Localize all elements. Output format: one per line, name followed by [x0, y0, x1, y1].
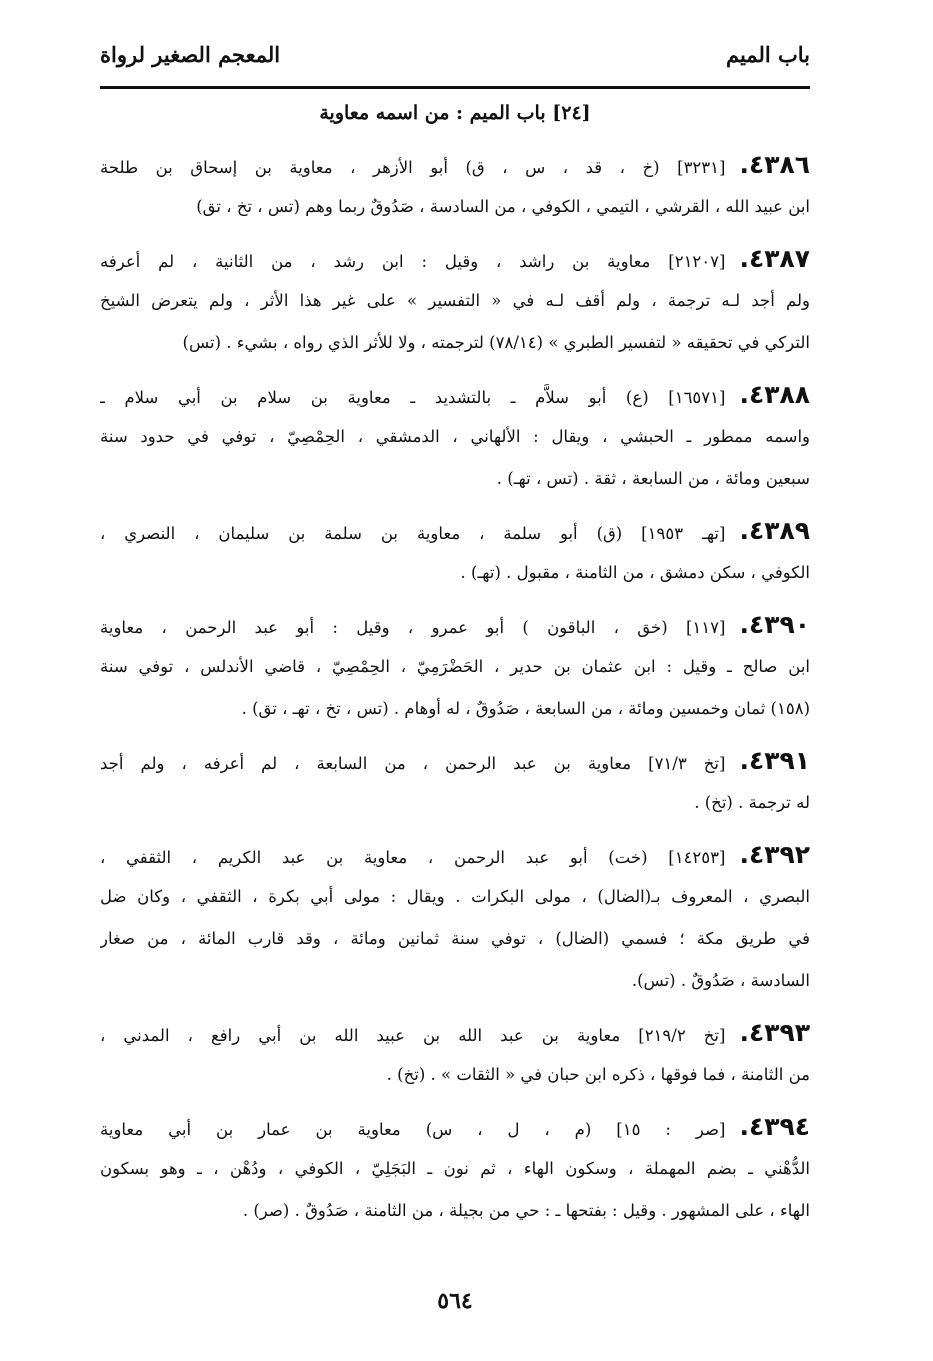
- entry-line: [100, 458, 810, 500]
- book-title: المعجم الصغير لرواة: [100, 42, 281, 67]
- entry: [100, 1012, 810, 1096]
- entry: [100, 1106, 810, 1232]
- entry-line: [100, 416, 810, 458]
- entry-line: [100, 646, 810, 688]
- entry-line: [100, 510, 810, 552]
- entry: [100, 238, 810, 364]
- entry-text: ابن صالح ـ وقيل : ابن عثمان بن حدير ، الحَضْرَمِيّ ، الحِمْصِيّ ، قاضي الأندلس ، توفي سنة: [100, 657, 810, 676]
- entry: [100, 144, 810, 228]
- entry-number: ٤٣٩٠.: [739, 610, 810, 639]
- entry-text: ابن عبيد الله ، القرشي ، التيمي ، الكوفي ، من السادسة ، صَدُوقٌ ربما وهم (تس ، تخ ، تق): [196, 197, 810, 216]
- entry-text: له ترجمة . (تخ) .: [694, 793, 810, 812]
- page-number: ٥٦٤: [437, 1288, 473, 1314]
- entry: [100, 510, 810, 594]
- entry-number: ٤٣٨٦.: [739, 150, 810, 179]
- entry-line: [100, 1148, 810, 1190]
- entry-line: [100, 280, 810, 322]
- entry-line: [100, 834, 810, 876]
- chapter-title: باب الميم: [725, 42, 810, 67]
- running-header: [100, 42, 810, 82]
- entry-text: سبعين ومائة ، من السابعة ، ثقة . (تس ، تهـ) .: [496, 469, 810, 488]
- entry: [100, 834, 810, 1002]
- entry-number: ٤٣٨٩.: [739, 516, 810, 545]
- entry-text: السادسة ، صَدُوقٌ . (تس).: [631, 971, 810, 990]
- entry-number: ٤٣٨٧.: [739, 244, 810, 273]
- entry-text: [تخ ٧١/٣] معاوية بن عبد الرحمن ، من السابعة ، لم أعرفه ، ولم أجد: [100, 754, 726, 773]
- entry: [100, 740, 810, 824]
- entry-line: [100, 1190, 810, 1232]
- entry-number: ٤٣٩١.: [739, 746, 810, 775]
- entry-line: [100, 238, 810, 280]
- entry-text: الدُّهْني ـ بضم المهملة ، وسكون الهاء ، ثم نون ـ البَجَلِيّ ، الكوفي ، ودُهْن ، ـ وهو بسكون: [100, 1159, 810, 1178]
- entry-text: من الثامنة ، فما فوقها ، ذكره ابن حبان في « الثقات » . (تخ) .: [386, 1065, 810, 1084]
- entry-line: [100, 1012, 810, 1054]
- entry-line: [100, 740, 810, 782]
- entry-text: الهاء ، على المشهور . وقيل : بفتحها ـ : حي من بجيلة ، من الثامنة ، صَدُوقٌ . (صر) .: [242, 1201, 810, 1220]
- section-title: [٢٤] باب الميم : من اسمه معاوية: [319, 102, 591, 124]
- entry-text: التركي في تحقيقه « لتفسير الطبري » (٧٨/١٤) لترجمته ، ولا للأثر الذي رواه ، بشيء . (تس): [182, 333, 810, 352]
- entry-text: في طريق مكة ؛ فسمي (الضال) ، توفي سنة ثمانين ومائة ، وقد قارب المائة ، من صغار: [100, 929, 810, 948]
- entry-number: ٤٣٨٨.: [739, 380, 810, 409]
- entry-text: [١٦٥٧١] (ع) أبو سلاَّم ـ بالتشديد ـ معاوية بن سلام بن أبي سلام ـ: [100, 388, 726, 407]
- entry-line: [100, 1054, 810, 1096]
- entry-line: [100, 876, 810, 918]
- entry-text: [صر : ١٥] (م ، ل ، س) معاوية بن عمار بن أبي معاوية: [100, 1120, 726, 1139]
- entry: [100, 604, 810, 730]
- entry-text: (١٥٨) ثمان وخمسين ومائة ، من السابعة ، صَدُوقٌ ، له أوهام . (تس ، تخ ، تهـ ، تق) .: [241, 699, 810, 718]
- entry-number: ٤٣٩٣.: [739, 1018, 810, 1047]
- entry-line: [100, 186, 810, 228]
- entry-text: البصري ، المعروف بـ(الضال) ، مولى البكرات . ويقال : مولى أبي بكرة ، الثقفي ، وكان ضل: [100, 887, 810, 906]
- entry-number: ٤٣٩٢.: [739, 840, 810, 869]
- entry-line: [100, 374, 810, 416]
- entry-line: [100, 322, 810, 364]
- entry-text: [٣٢٣١] (خ ، قد ، س ، ق) أبو الأزهر ، معاوية بن إسحاق بن طلحة: [100, 158, 726, 177]
- entry-text: الكوفي ، سكن دمشق ، من الثامنة ، مقبول . (تهـ) .: [460, 563, 810, 582]
- entry-text: ولم أجد لـه ترجمة ، ولم أقف لـه في « التفسير » على غير هذا الأثر ، ولم يتعرض الشيخ: [100, 291, 810, 310]
- entry-line: [100, 144, 810, 186]
- entry-line: [100, 960, 810, 1002]
- entry-line: [100, 604, 810, 646]
- entry-text: واسمه ممطور ـ الحبشي ، ويقال : الألهاني ، الدمشقي ، الحِمْصِيّ ، توفي في حدود سنة: [100, 427, 810, 446]
- entry-text: [تخ ٢١٩/٢] معاوية بن عبد الله بن عبيد الله بن أبي رافع ، المدني ،: [100, 1026, 726, 1045]
- entry-line: [100, 782, 810, 824]
- entry-text: [٢١٢٠٧] معاوية بن راشد ، وقيل : ابن رشد ، من الثانية ، لم أعرفه: [100, 252, 726, 271]
- entry-line: [100, 918, 810, 960]
- entry-line: [100, 688, 810, 730]
- entry-line: [100, 1106, 810, 1148]
- entry-text: [١٤٢٥٣] (خت) أبو عبد الرحمن ، معاوية بن عبد الكريم ، الثقفي ،: [100, 848, 726, 867]
- entry-line: [100, 552, 810, 594]
- entries-list: [100, 144, 810, 1242]
- entry-text: [١١٧] (خق ، الباقون ) أبو عمرو ، وقيل : أبو عبد الرحمن ، معاوية: [100, 618, 726, 637]
- entry-number: ٤٣٩٤.: [739, 1112, 810, 1141]
- header-rule: [100, 86, 810, 89]
- entry-text: [تهـ ١٩٥٣] (ق) أبو سلمة ، معاوية بن سلمة بن سليمان ، النصري ،: [100, 524, 726, 543]
- entry: [100, 374, 810, 500]
